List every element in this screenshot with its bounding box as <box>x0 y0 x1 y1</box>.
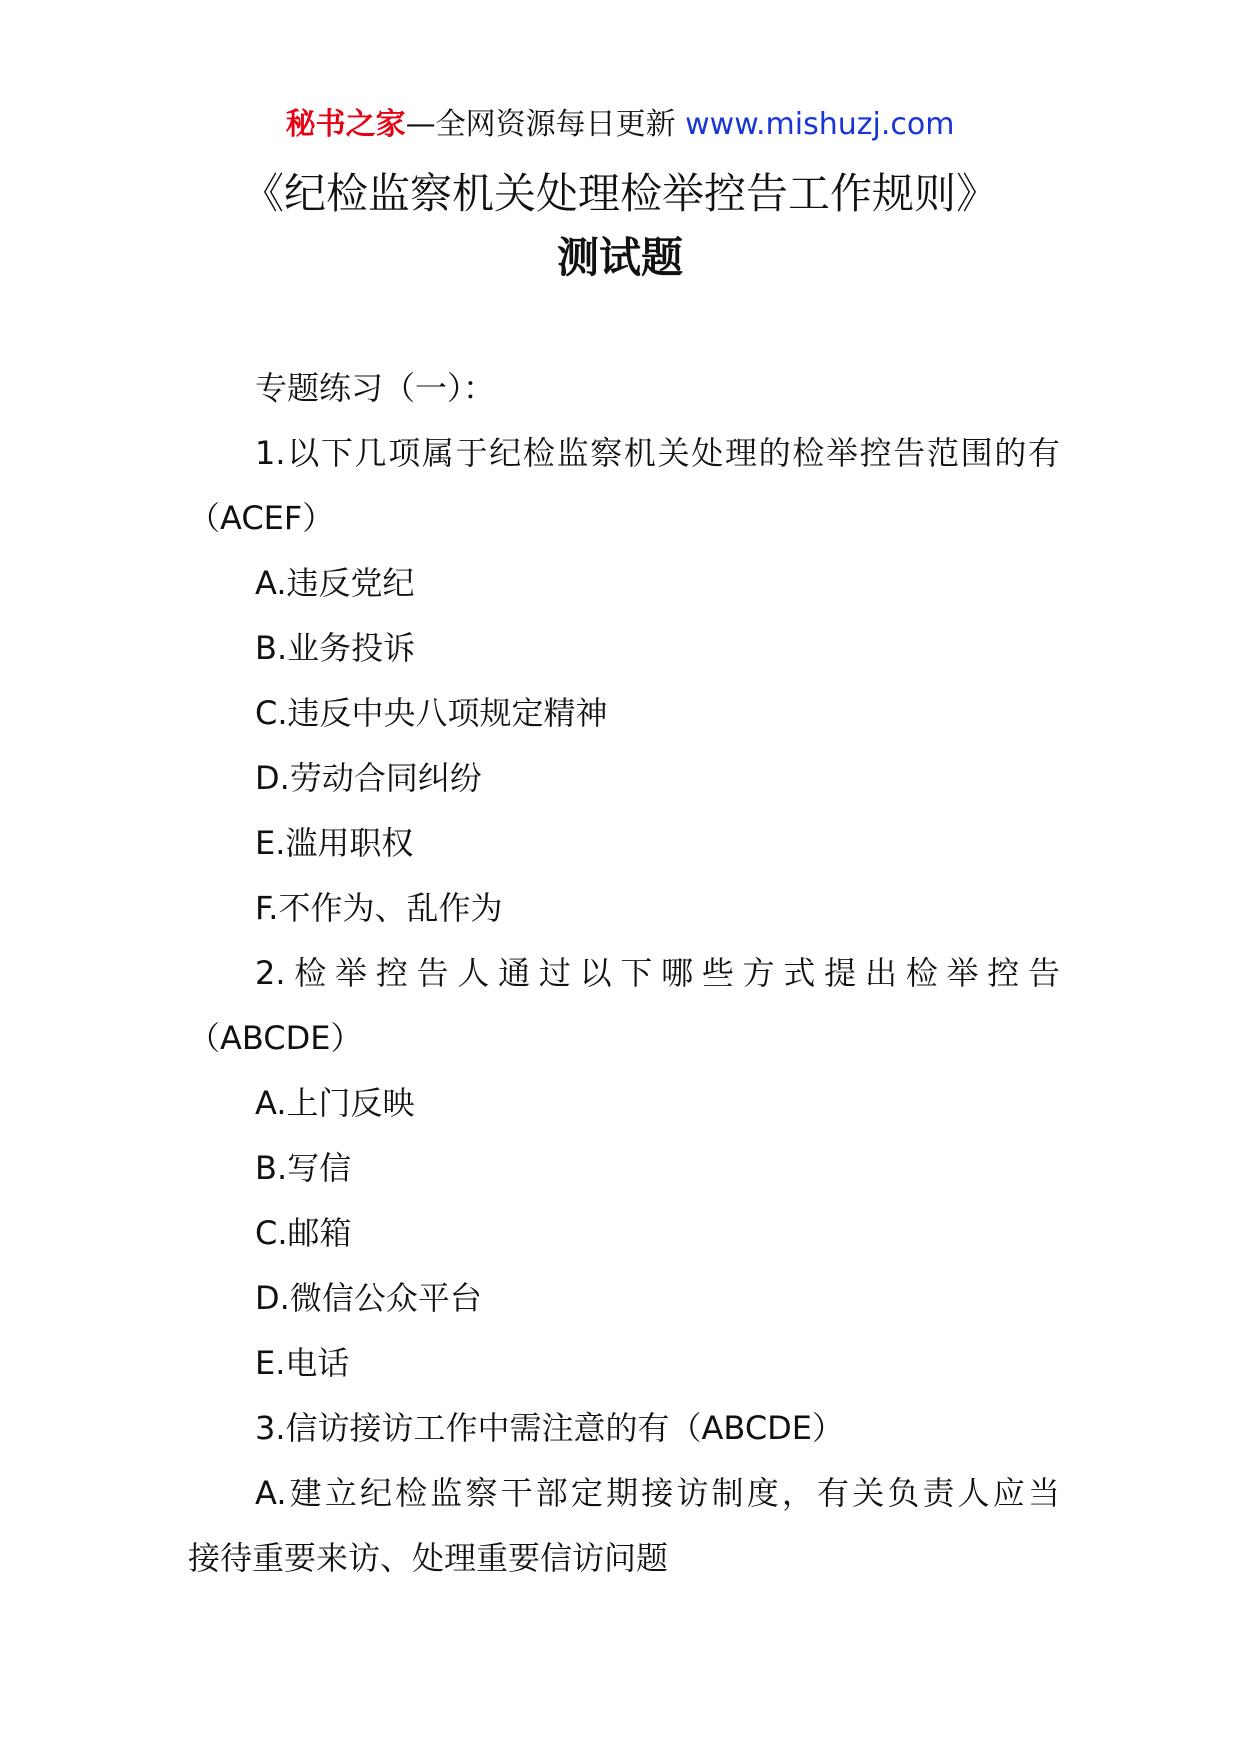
question-option-continued: 接待重要来访、处理重要信访问题 <box>188 1539 669 1577</box>
question-option: A.建立纪检监察干部定期接访制度，有关负责人应当 <box>255 1474 1060 1512</box>
question-option: A.上门反映 <box>255 1084 415 1122</box>
question-stem: 2.检举控告人通过以下哪些方式提出检举控告 <box>255 954 1060 992</box>
question-answer: （ABCDE） <box>188 1019 363 1057</box>
site-header <box>0 100 1240 150</box>
document-title: 《纪检监察机关处理检举控告工作规则》 <box>241 169 998 218</box>
question-stem: 3.信访接访工作中需注意的有（ABCDE） <box>255 1409 845 1447</box>
section-heading: 专题练习（一）： <box>255 369 496 407</box>
question-option: D.劳动合同纠纷 <box>255 759 482 797</box>
question-option: E.电话 <box>255 1344 350 1382</box>
document-body <box>188 356 1060 1591</box>
question-option: A.违反党纪 <box>255 564 415 602</box>
document-subtitle: 测试题 <box>556 233 683 282</box>
question-option: B.业务投诉 <box>255 629 416 667</box>
question-stem: 1.以下几项属于纪检监察机关处理的检举控告范围的有 <box>255 434 1060 472</box>
question-option: B.写信 <box>255 1149 352 1187</box>
question-answer: （ACEF） <box>188 499 335 537</box>
header-slogan: —全网资源每日更新 <box>405 107 676 142</box>
brand-name: 秘书之家 <box>285 107 406 142</box>
question-option: D.微信公众平台 <box>255 1279 482 1317</box>
question-option: C.违反中央八项规定精神 <box>255 694 608 732</box>
site-url-link[interactable]: www.mishuzj.com <box>685 107 955 142</box>
question-option: C.邮箱 <box>255 1214 352 1252</box>
question-option: F.不作为、乱作为 <box>255 889 503 927</box>
question-option: E.滥用职权 <box>255 824 414 862</box>
